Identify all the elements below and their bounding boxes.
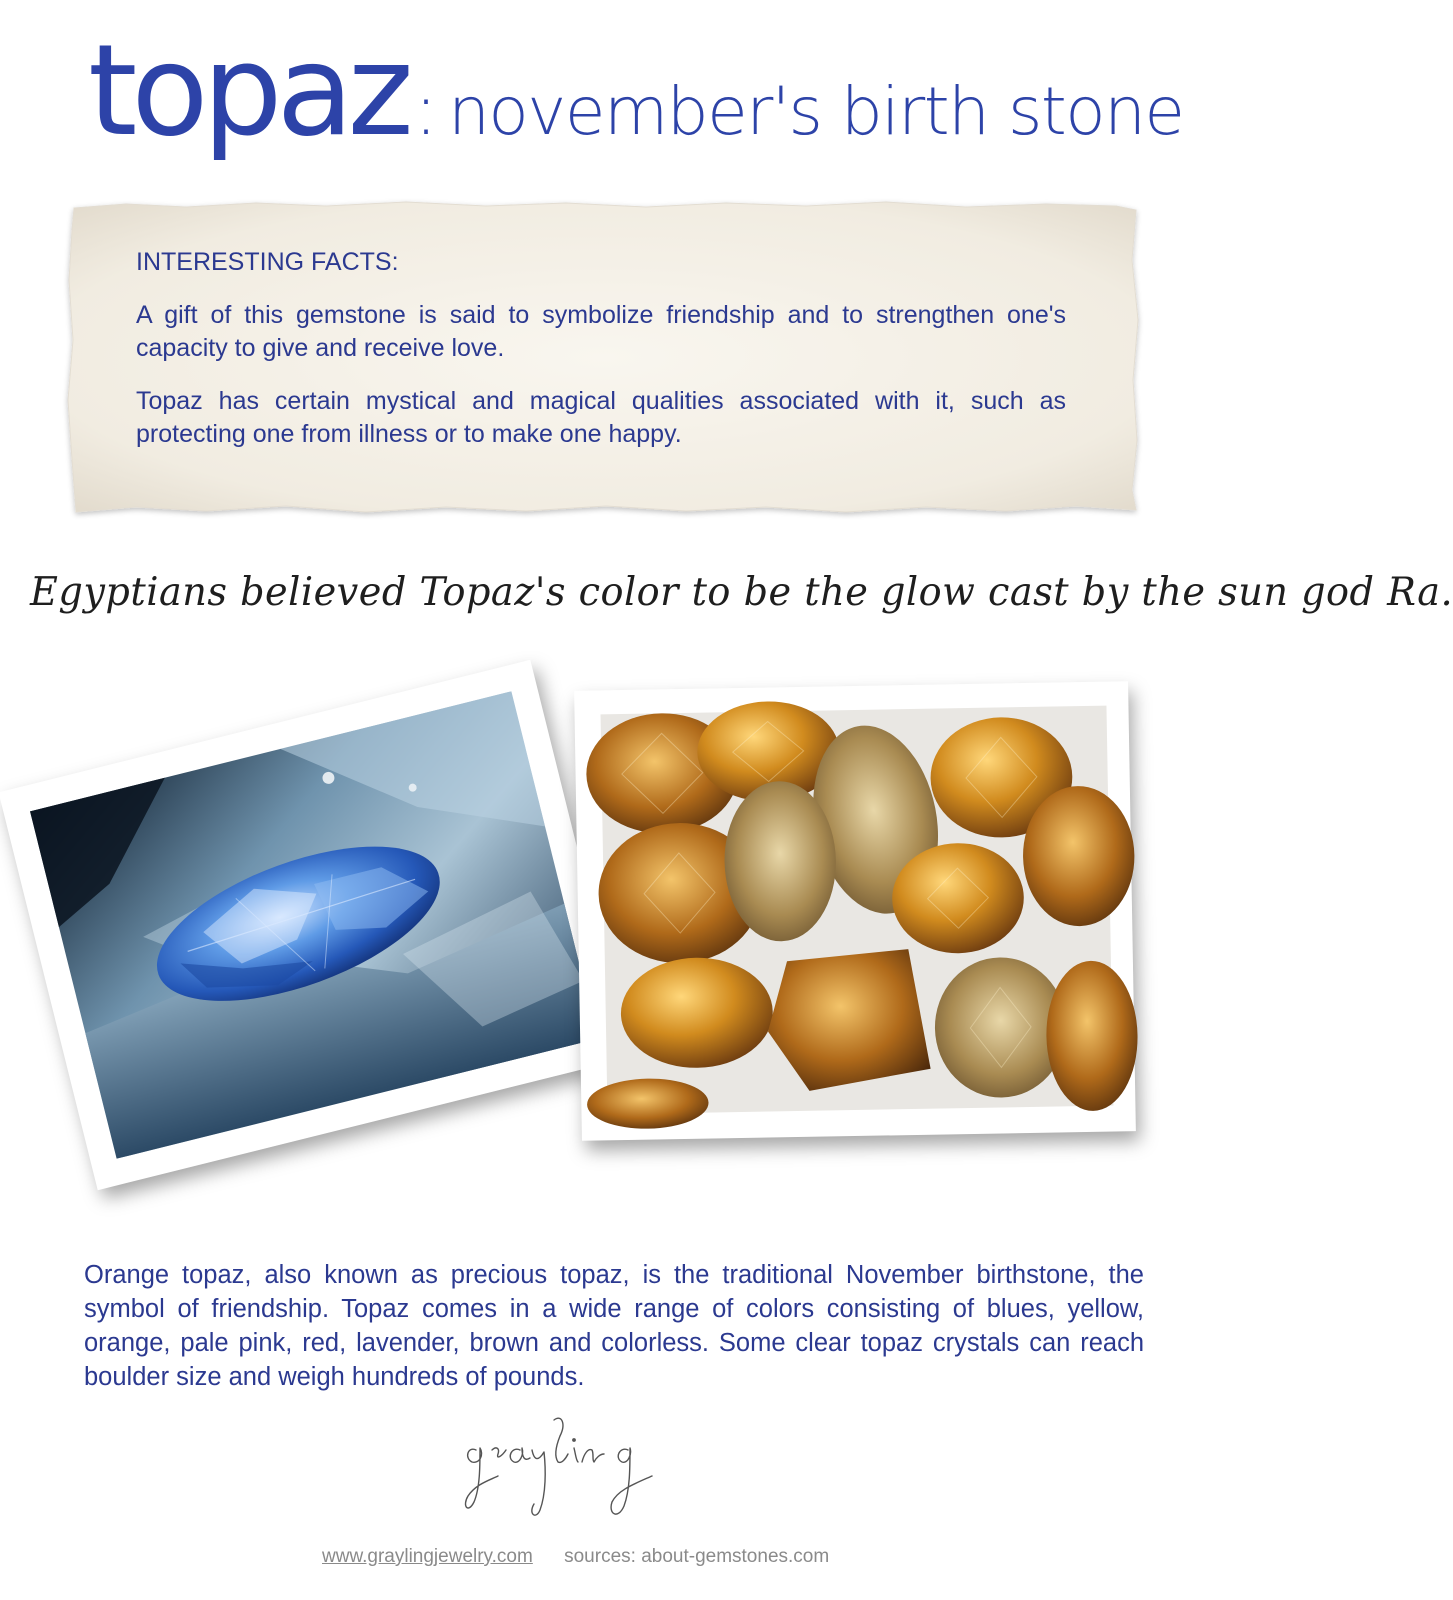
footer	[322, 1546, 829, 1568]
sources-text: sources: about-gemstones.com	[564, 1546, 830, 1567]
script-quote: Egyptians believed Topaz's color to be the glow cast by the sun god Ra.	[30, 570, 1453, 615]
facts-content	[136, 246, 1066, 471]
facts-heading: INTERESTING FACTS:	[136, 248, 399, 276]
body-paragraph: Orange topaz, also known as precious topaz, is the traditional November birthstone, the symbol of friendship. Topaz comes in a wide range of colors consisting of blues, yellow, orange, pale pink, red, lavender, brown and colorless. Some clear topaz crystals can reach boulder size and weigh hundreds of pounds.	[84, 1261, 1144, 1391]
blue-topaz-photo	[0, 660, 629, 1190]
facts-panel	[66, 200, 1142, 516]
title-colon: :	[413, 67, 439, 151]
orange-topaz-illustration	[601, 706, 1114, 1115]
orange-topaz-photo	[574, 681, 1136, 1141]
title-subtitle: november's birth stone	[448, 73, 1184, 150]
fact-item: A gift of this gemstone is said to symbolize friendship and to strengthen one's capacity to give and receive love.	[136, 301, 1066, 362]
blue-topaz-illustration	[30, 691, 598, 1158]
website-link[interactable]: www.graylingjewelry.com	[322, 1546, 533, 1567]
page-title	[88, 17, 1184, 164]
title-main: topaz	[88, 17, 408, 164]
grayling-signature-logo	[462, 1410, 672, 1530]
fact-item: Topaz has certain mystical and magical qualities associated with it, such as protecting one from illness or to make one happy.	[136, 387, 1066, 448]
